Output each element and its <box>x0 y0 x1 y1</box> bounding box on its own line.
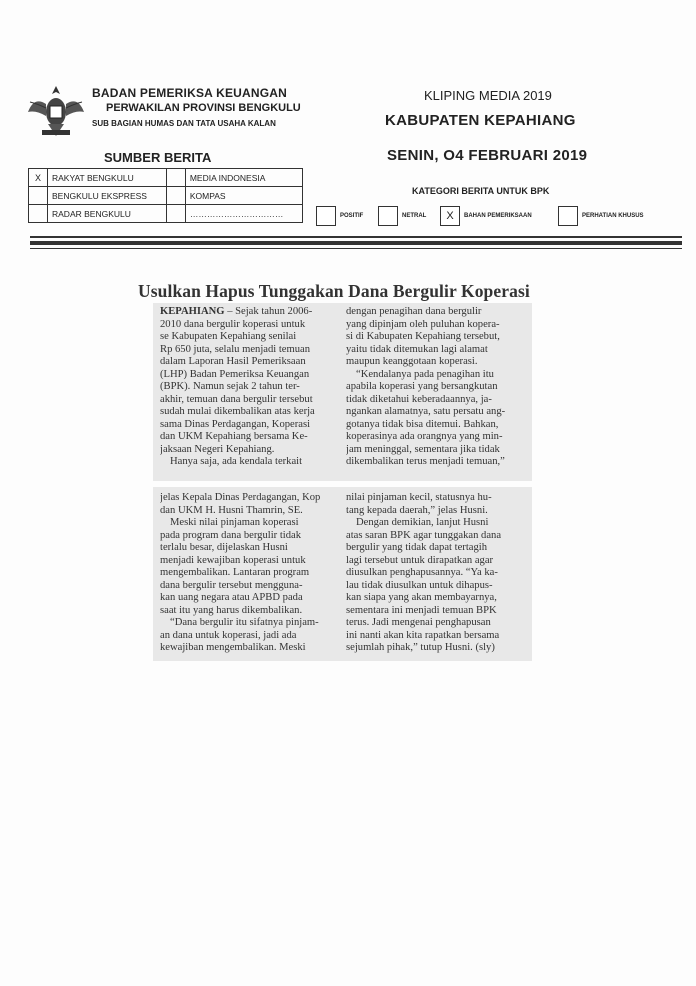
article-line: dan UKM Kepahiang bersama Ke- <box>160 431 308 442</box>
table-row <box>29 205 303 223</box>
article-line: yaitu tidak ditemukan lagi alamat <box>346 343 488 355</box>
article-line: sudah mulai dikembalikan atas kerja <box>160 406 315 417</box>
article-line: “Dana bergulir itu sifatnya pinjam- <box>170 617 319 628</box>
source-table <box>28 168 303 223</box>
source-mark <box>166 169 185 187</box>
article-headline: Usulkan Hapus Tunggakan Dana Bergulir Koperasi <box>138 281 530 301</box>
source-name: KOMPAS <box>185 187 302 205</box>
org-subdivision: SUB BAGIAN HUMAS DAN TATA USAHA KALAN <box>92 119 276 128</box>
article-line: atas saran BPK agar tunggakan dana <box>346 529 502 541</box>
bahan-pemeriksaan-label: BAHAN PEMERIKSAAN <box>464 213 532 219</box>
article-line: menjadi kewajiban koperasi untuk <box>160 554 306 566</box>
article-line: tang kepada daerah,” jelas Husni. <box>346 504 488 516</box>
article-line: maupun keanggotaan koperasi. <box>346 356 478 367</box>
article-line: apabila koperasi yang bersangkutan <box>346 381 498 392</box>
article-line: yang dipinjam oleh puluhan kopera- <box>346 318 500 330</box>
source-mark <box>29 205 48 223</box>
article-line: an dana untuk koperasi, jadi ada <box>160 629 297 641</box>
netral-label: NETRAL <box>402 213 427 219</box>
source-name: MEDIA INDONESIA <box>185 169 302 187</box>
article-line: Meski nilai pinjaman koperasi <box>170 517 299 528</box>
article-line: jam meninggal, sementara jika tidak <box>346 443 500 455</box>
divider-bottom <box>30 248 682 249</box>
clipping-date: SENIN, O4 FEBRUARI 2019 <box>387 147 588 164</box>
table-row <box>29 187 303 205</box>
perhatian-khusus-checkbox <box>558 206 578 226</box>
article-line: 2010 dana bergulir koperasi untuk <box>160 318 306 330</box>
article-line: dengan penagihan dana bergulir <box>346 306 482 317</box>
divider-thick <box>30 241 682 245</box>
article-line: jaksaan Negeri Kepahiang. <box>160 443 275 455</box>
article-line: dikembalikan terus menjadi temuan,” <box>346 456 505 467</box>
article-dateline: KEPAHIANG <box>160 306 225 317</box>
source-mark <box>29 187 48 205</box>
netral-checkbox <box>378 206 398 226</box>
source-name: RAKYAT BENGKULU <box>48 169 167 187</box>
article-line: kewajiban mengembalikan. Meski <box>160 642 306 653</box>
divider-top <box>30 236 682 238</box>
article-line: akhir, temuan dana bergulir tersebut <box>160 393 313 405</box>
article-line: tidak diketahui keberadaannya, ja- <box>346 393 492 405</box>
article-column <box>346 492 528 655</box>
table-row <box>29 169 303 187</box>
article-line: jelas Kepala Dinas Perdagangan, Kop <box>160 492 321 503</box>
article-line: pada program dana bergulir tidak <box>160 529 302 541</box>
positif-label: POSITIF <box>340 213 364 219</box>
article-line: terlalu besar, dijelaskan Husni <box>160 542 288 553</box>
kliping-title: KLIPING MEDIA 2019 <box>424 88 552 103</box>
article-line: nilai pinjaman kecil, statusnya hu- <box>346 492 492 503</box>
article-line: se Kabupaten Kepahiang senilai <box>160 331 297 342</box>
source-name: RADAR BENGKULU <box>48 205 167 223</box>
garuda-emblem-icon <box>26 82 86 140</box>
article-line: diusulkan penghapusannya. “Ya ka- <box>346 567 498 578</box>
org-name: BADAN PEMERIKSA KEUANGAN <box>92 86 288 100</box>
article-line: lagi tersebut untuk dirapatkan agar <box>346 554 494 566</box>
article-line: Hanya saja, ada kendala terkait <box>170 456 303 467</box>
article-line: saat itu yang harus dikembalikan. <box>160 604 303 616</box>
bahan-pemeriksaan-checkbox: X <box>440 206 460 226</box>
kabupaten-title: KABUPATEN KEPAHIANG <box>385 112 576 129</box>
perhatian-khusus-label: PERHATIAN KHUSUS <box>582 213 644 219</box>
article-column <box>160 306 342 469</box>
article-line: bergulir yang tidak dapat tertagih <box>346 542 488 553</box>
article-line: si di Kabupaten Kepahiang tersebut, <box>346 331 500 342</box>
article-line: kan uang negara atau APBD pada <box>160 592 303 603</box>
article-line: (BPK). Namun sejak 2 tahun ter- <box>160 381 300 392</box>
article-line: (LHP) Badan Pemeriksa Keuangan <box>160 368 310 380</box>
article-line: lau tidak diusulkan untuk dihapus- <box>346 579 493 591</box>
article-line: “Kendalanya pada penagihan itu <box>356 368 494 380</box>
org-branch: PERWAKILAN PROVINSI BENGKULU <box>106 102 301 114</box>
article-line: Rp 650 juta, selalu menjadi temuan <box>160 343 311 355</box>
article-line: dan UKM H. Husni Thamrin, SE. <box>160 504 303 516</box>
article-line: kan siapa yang akan membayarnya, <box>346 592 497 603</box>
article-line: dalam Laporan Hasil Pemeriksaan <box>160 356 306 367</box>
article-line: sejumlah pihak,” tutup Husni. (sly) <box>346 642 495 653</box>
article-line: sama Dinas Perdagangan, Koperasi <box>160 418 311 430</box>
article-line: ngankan alamatnya, satu persatu ang- <box>346 406 506 417</box>
source-mark: X <box>29 169 48 187</box>
source-mark <box>166 205 185 223</box>
positif-checkbox <box>316 206 336 226</box>
article-line: dana bergulir tersebut mengguna- <box>160 579 303 591</box>
article-line: sementara ini menjadi temuan BPK <box>346 604 497 616</box>
sumber-berita-title: SUMBER BERITA <box>104 150 212 165</box>
source-name: …………………………… <box>185 205 302 223</box>
article-line: mengembalikan. Lantaran program <box>160 567 310 578</box>
kategori-title: KATEGORI BERITA UNTUK BPK <box>412 186 550 196</box>
article-column <box>160 492 342 655</box>
article-column <box>346 306 528 469</box>
article-line: KEPAHIANG – Sejak tahun 2006- <box>160 306 313 317</box>
article-line: gotanya tidak bisa ditemui. Bahkan, <box>346 418 499 430</box>
article-line: terus. Jadi mengenai penghapusan <box>346 617 491 628</box>
article-line: ini nanti akan kita rapatkan bersama <box>346 629 500 641</box>
article-line: koperasinya ada orangnya yang min- <box>346 431 503 442</box>
source-mark <box>166 187 185 205</box>
source-name: BENGKULU EKSPRESS <box>48 187 167 205</box>
article-line: Dengan demikian, lanjut Husni <box>356 517 489 528</box>
